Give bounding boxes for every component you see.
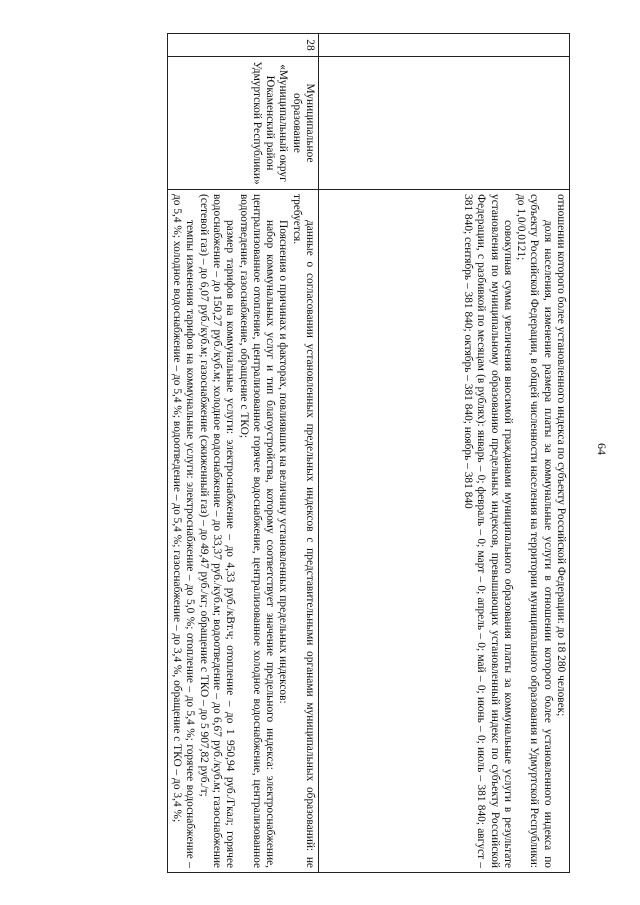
- row-number-cell: 28: [167, 34, 318, 57]
- paragraph: доля населения, изменение размера платы за коммунальные услуги в отношении которого более установленного индекса по субъекту Российской Федерации, в общей численности населения на территории муниципального образования и Удмуртской Республики: до 1,0/0,0121;: [515, 194, 554, 868]
- rotated-page: [171, 33, 570, 873]
- paragraph: размер тарифов на коммунальные услуги: электроснабжение – до 4,33 руб./кВт.ч; отопление – до 1 950,94 руб./Гкал; горячее водоснабжение – до 150,27 руб./куб.м; холодное водоснабжение – до 33,37 руб./куб.м; водоотведение – до 6,67 руб./куб.м; газоснабжение (сетевой газ) – до 6,07 руб./куб.м; газоснабжение (сжиженный газ) – до 49,47 руб./кг; обращение с ТКО – до 5 907,82 руб./т;: [197, 194, 237, 868]
- municipality-cell: Муниципальное образование «Муниципальный округ Юкаменский район Удмуртской Республики»: [167, 57, 318, 190]
- description-cell: [167, 190, 318, 873]
- table-row: [167, 34, 318, 873]
- paragraph: данные о согласовании установленных предельных индексов с представительными органами муниципальных образований: не требуется.: [290, 194, 316, 868]
- paragraph: совокупная сумма увеличения вносимой гражданами муниципального образования платы за коммунальные услуги в результате установления по муниципальному образованию предельных индексов, превышающих установленный индекс по субъекту Российской Федерации, с разбивкой по месяцам (в рублях): январь – 0; февраль – 0; март – 0; апрель – 0; май – 0; июнь – 0; июль – 381 840; август – 381 840; сентябрь – 381 840; октябрь – 381 840; ноябрь – 381 840: [461, 194, 514, 868]
- paragraph: отношении которого более установленного индекса по субъекту Российской Федерации: до 18 280 человек;: [555, 194, 567, 717]
- description-cell: [319, 190, 570, 873]
- row-number-cell: [319, 34, 570, 57]
- municipality-cell: [319, 57, 570, 190]
- paragraph: Пояснения о причинах и факторах, повлиявших на величину установленных предельных индексов:: [277, 220, 290, 704]
- table-row: [319, 34, 570, 873]
- paragraph: набор коммунальных услуг и тип благоустройства, которому соответствует значение предельного индекса: электроснабжение, централизованное отопление, централизованное горячее водоснабжение, централизованное холодное водоснабжение, централизованное водоотведение, газоснабжение, обращение с ТКО;: [237, 194, 277, 868]
- paragraph: темпы изменения тарифов на коммунальные услуги: электроснабжение – до 5,0 %; отопление – до 5,4 %; горячее водоснабжение – до 5,4 %; холодное водоснабжение – до 5,4 %; водоотведение – до 5,4 %; газоснабжение – до 3,4 %, обращение с ТКО – до 3,4 %;: [171, 194, 197, 868]
- document-table: [167, 33, 570, 873]
- page-number: 64: [595, 443, 609, 455]
